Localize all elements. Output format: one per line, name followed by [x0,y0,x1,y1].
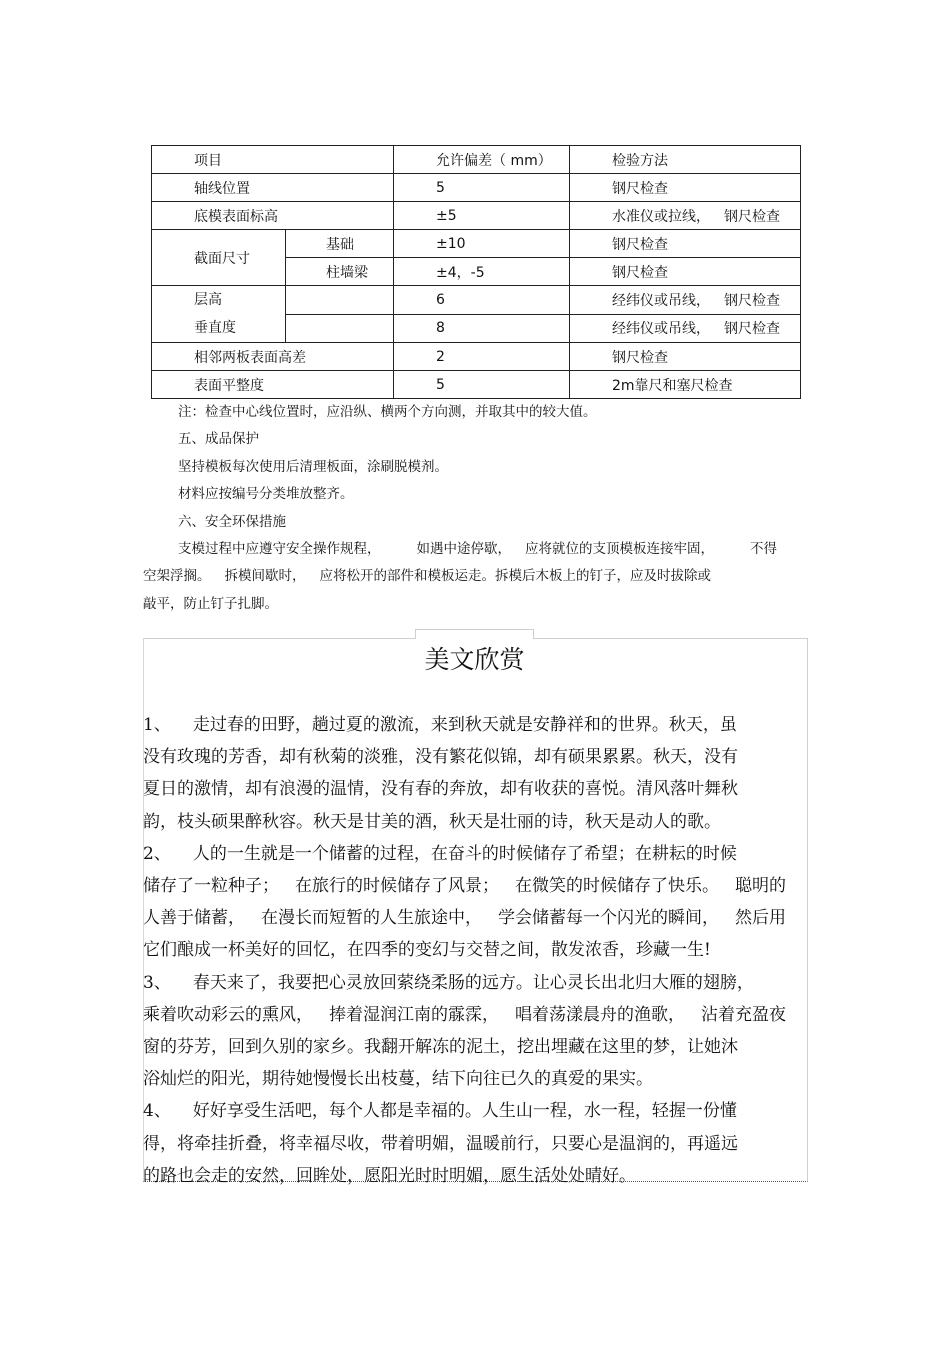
essay-line: 浴灿烂的阳光，期待她慢慢长出枝蔓，结下向往已久的真爱的果实。 [143,1069,653,1090]
notes-section [143,399,808,618]
table-note: 注：检查中心线位置时，应沿纵、横两个方向测，并取其中的较大值。 [178,404,597,420]
paragraph-line [143,563,808,590]
essay-title: 美文欣赏 [424,645,525,674]
essay-line [143,967,811,999]
essay-line: 没有玫瑰的芳香，却有秋菊的淡雅，没有繁花似锦，却有硕果累累。秋天，没有 [143,747,738,768]
item-number: 4、 [143,1101,171,1122]
essay-line: 得，将牵挂折叠，将幸福尽收，带着明媚，温暖前行，只要心是温润的，再遥远 [143,1133,738,1154]
cell-item: 相邻两板表面高差 [152,343,394,371]
table-header-row [152,146,801,174]
header-method: 检验方法 [570,146,801,174]
table-row [152,343,801,371]
text-run: 走过春的田野，趟过夏的激流，来到秋天就是安静祥和的世界。秋天，虽 [192,715,737,735]
text-run: 应将就位的支顶模板连接牢固， [525,541,714,558]
table-row [152,202,801,230]
item-floor-height: 层高 [194,292,222,308]
text-run: 然后用 [735,908,786,929]
text-run: 不得 [750,541,777,558]
method-part-2: 钢尺检查 [724,208,780,225]
cell-method: 钢尺检查 [570,343,801,371]
method-part-2: 钢尺检查 [724,321,780,338]
text-run: 应将松开的部件和模板运走。拆模后木板上的钉子，应及时拔除或 [319,568,711,585]
text-run: 拆模间歇时， [224,568,306,585]
text-run: 支模过程中应遵守安全操作规程， [178,541,381,558]
text-run: 储存了一粒种子； [143,876,279,897]
paragraph-line [143,536,808,563]
section-heading-5: 五、成品保护 [178,431,259,448]
paragraph: 坚持模板每次使用后清理板面，涂刷脱模剂。 [178,458,448,475]
essay-line [143,1095,811,1127]
cell-empty [286,286,394,315]
method-part-1: 经纬仪或吊线， [612,292,710,309]
paragraph-line: 敲平，防止钉子扎脚。 [143,595,278,612]
cell-method [570,202,801,230]
cell-item: 底模表面标高 [152,202,394,230]
cell-tolerance: 5 [394,371,570,399]
text-run: 学会储蓄每一个闪光的瞬间， [498,908,719,929]
table-row [152,371,801,399]
essay-line [143,838,811,870]
method-part-2: 钢尺检查 [724,292,780,309]
essay-line [143,999,811,1031]
cell-tolerance: 6 [394,286,570,315]
text-run: 在漫长而短暂的人生旅途中， [261,908,482,929]
essay-line [143,870,811,902]
cell-tolerance: ±10 [394,230,570,258]
essay-line: 的路也会走的安然，回眸处，愿阳光时时明媚，愿生活处处晴好。 [143,1165,636,1186]
cell-subitem: 基础 [286,230,394,258]
inspection-table [151,145,801,399]
cell-tolerance: ±4，-5 [394,258,570,286]
cell-method: 钢尺检查 [570,258,801,286]
cell-method: 2m靠尺和塞尺检查 [570,371,801,399]
method-part-1: 水准仪或拉线， [612,208,710,225]
essay-line [143,709,811,741]
section-heading-6: 六、安全环保措施 [178,513,286,530]
cell-item [152,286,286,343]
table-row [152,286,801,315]
paragraph: 材料应按编号分类堆放整齐。 [178,486,354,503]
cell-empty [286,314,394,343]
essay-line [143,902,811,934]
cell-item: 表面平整度 [152,371,394,399]
cell-method [570,314,801,343]
text-run: 捧着湿润江南的霡霂， [329,1004,499,1025]
text-run: 在旅行的时候储存了风景； [295,876,499,897]
text-run: 好好享受生活吧，每个人都是幸福的。人生山一程，水一程，轻握一份懂 [192,1101,737,1122]
text-run: 人善于储蓄， [143,908,245,929]
essay-line: 韵，枝头硕果醉秋容。秋天是甘美的酒，秋天是壮丽的诗，秋天是动人的歌。 [143,811,721,832]
text-run: 人的一生就是一个储蓄的过程，在奋斗的时候储存了希望；在耕耘的时候 [192,843,737,864]
essay-body [143,709,811,1192]
cell-tolerance: 8 [394,314,570,343]
cell-method: 钢尺检查 [570,230,801,258]
text-run: 乘着吹动彩云的熏风， [143,1004,313,1025]
cell-method [570,286,801,315]
text-run: 唱着荡漾晨舟的渔歌， [515,1004,685,1025]
cell-item: 截面尺寸 [152,230,286,286]
cell-subitem: 柱墙梁 [286,258,394,286]
text-run: 在微笑的时候储存了快乐。 [515,876,719,897]
text-run: 聪明的 [735,876,786,897]
header-item: 项目 [152,146,394,174]
cell-tolerance: 2 [394,343,570,371]
text-run: 春天来了，我要把心灵放回萦绕柔肠的远方。让心灵长出北归大雁的翅膀， [192,972,754,993]
header-tolerance: 允许偏差（ mm） [394,146,570,174]
method-part-1: 经纬仪或吊线， [612,321,710,338]
essay-line: 窗的芬芳，回到久别的家乡。我翻开解冻的泥土，挖出埋藏在这里的梦，让她沐 [143,1037,738,1058]
item-number: 1、 [143,715,171,735]
item-number: 3、 [143,972,171,993]
item-number: 2、 [143,843,171,864]
cell-tolerance: 5 [394,174,570,202]
text-run: 如遇中途停歇， [416,541,511,558]
essay-line: 夏日的激情，却有浪漫的温情，没有春的奔放，却有收获的喜悦。清风落叶舞秋 [143,779,738,800]
item-verticality: 垂直度 [194,320,236,336]
text-run: 空架浮搁。 [143,568,211,585]
essay-line: 它们酿成一杯美好的回忆，在四季的变幻与交替之间，散发浓香，珍藏一生! [143,940,711,961]
cell-item: 轴线位置 [152,174,394,202]
table-row [152,174,801,202]
cell-method: 钢尺检查 [570,174,801,202]
text-run: 沾着充盈夜 [701,1004,786,1025]
cell-tolerance: ±5 [394,202,570,230]
table-row [152,230,801,258]
